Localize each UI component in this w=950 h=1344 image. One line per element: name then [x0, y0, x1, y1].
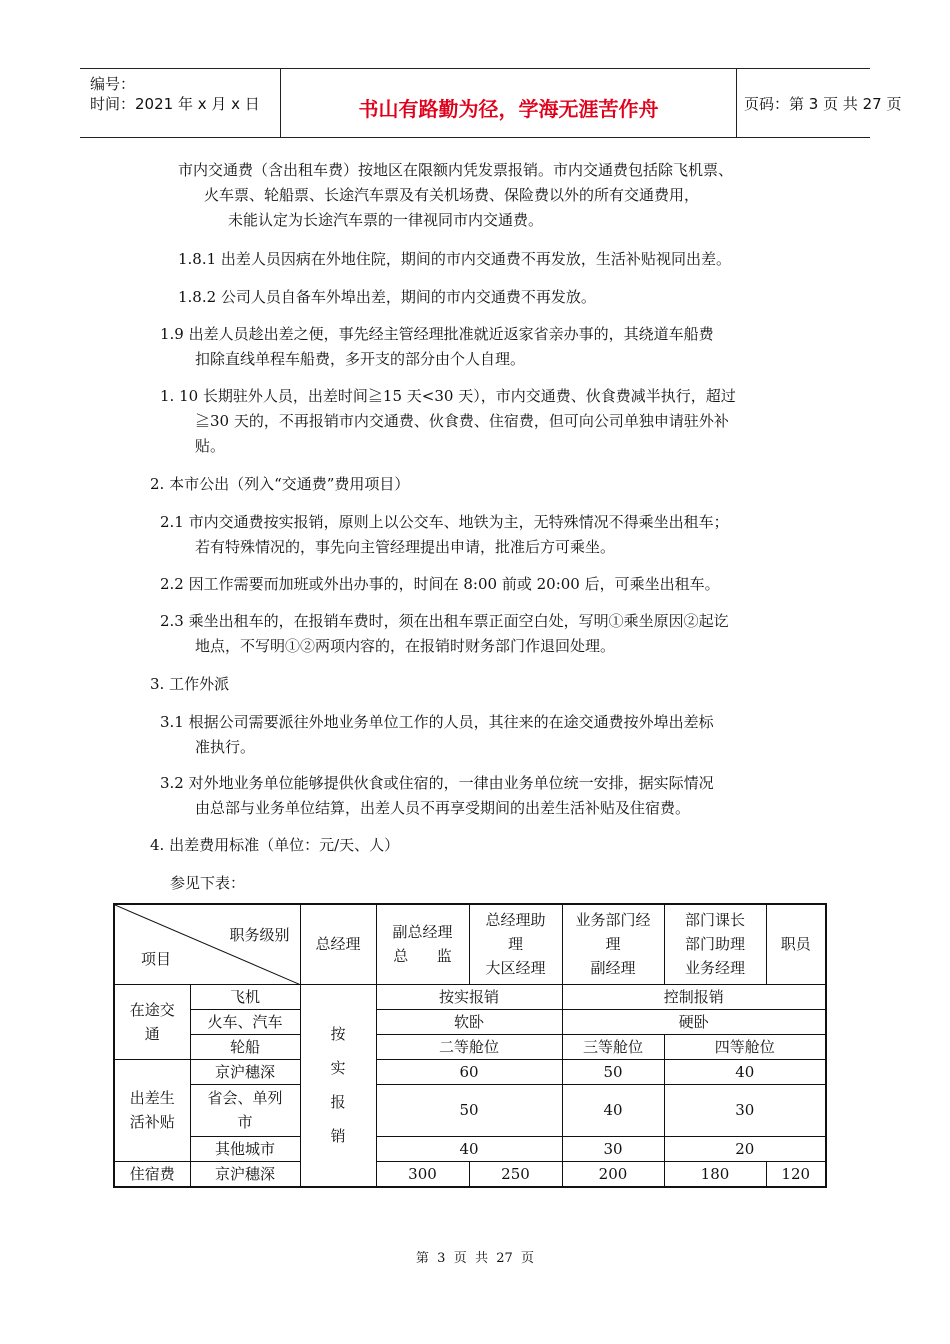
plane-actual: 按实报销: [376, 984, 562, 1009]
plane-controlled: 控制报销: [562, 984, 826, 1009]
header-section-chief-line-2: 部门助理: [684, 935, 745, 954]
header-assistant: [469, 904, 562, 984]
cell-value: 180: [664, 1161, 766, 1187]
gm-actual-char-3: 报: [330, 1093, 346, 1111]
travel-expense-table: [113, 903, 827, 1188]
ship-label: 轮船: [190, 1034, 300, 1059]
table-header-row: [114, 904, 826, 984]
transit-category: [114, 984, 190, 1059]
cell-value: 300: [376, 1161, 469, 1187]
table-row: [114, 1009, 826, 1034]
cell-value: 30: [664, 1084, 826, 1136]
table-row: [114, 1136, 826, 1161]
header-staff: 职员: [766, 904, 826, 984]
header-motto: 书山有路勤为径，学海无涯苦作舟: [358, 97, 659, 121]
cell-value: 50: [376, 1084, 562, 1136]
table-row: [114, 1084, 826, 1136]
gm-actual-cell: [300, 984, 376, 1187]
para-3-1-line-1: 3.1 根据公司需要派往外地业务单位工作的人员，其往来的在途交通费按外埠出差标: [160, 713, 714, 731]
header-section-chief-line-3: 业务经理: [684, 959, 745, 978]
ship-third: 三等舱位: [562, 1034, 664, 1059]
section-3-heading: 3. 工作外派: [150, 675, 230, 693]
ship-second: 二等舱位: [376, 1034, 562, 1059]
cell-value: 30: [562, 1136, 664, 1161]
cell-value: 120: [766, 1161, 826, 1187]
para-1-10-line-3: 贴。: [195, 437, 226, 455]
cell-value: 50: [562, 1059, 664, 1084]
para-3-1-line-2: 准执行。: [195, 738, 256, 756]
para-2-3-line-1: 2.3 乘坐出租车的，在报销车费时，须在出租车票正面空白处，写明①乘坐原因②起讫: [160, 612, 729, 630]
para-1-10-line-2: ≧30 天的，不再报销市内交通费、伙食费、住宿费，但可向公司单独申请驻外补: [195, 412, 729, 430]
table-row: [114, 1161, 826, 1187]
table-row: [114, 1034, 826, 1059]
corner-cell: [114, 904, 300, 984]
header-assistant-line-1: 总经理助: [485, 911, 546, 930]
allowance-category-line-1: 出差生: [129, 1089, 175, 1107]
gm-actual-char-1: 按: [330, 1025, 346, 1043]
para-2-1-line-2: 若有特殊情况的，事先向主管经理提出申请，批准后方可乘坐。: [195, 538, 616, 556]
header-section-chief: [664, 904, 766, 984]
lodging-city: 京沪穗深: [190, 1161, 300, 1187]
header-vgm: [376, 904, 469, 984]
section-2-heading: 2. 本市公出（列入“交通费”费用项目）: [150, 475, 410, 493]
cell-value: 250: [469, 1161, 562, 1187]
allowance-category-line-2: 活补贴: [129, 1113, 175, 1131]
city-tier-2-line-1: 省会、单列: [207, 1089, 283, 1107]
cell-value: 40: [562, 1084, 664, 1136]
page-header: [80, 68, 902, 138]
city-tier-3: 其他城市: [190, 1136, 300, 1161]
city-tier-1: 京沪穗深: [190, 1059, 300, 1084]
para-1-line-1: 市内交通费（含出租车费）按地区在限额内凭发票报销。市内交通费包括除飞机票、: [178, 161, 734, 179]
para-3-2-line-2: 由总部与业务单位结算，出差人员不再享受期间的出差生活补贴及住宿费。: [195, 799, 691, 817]
header-page-cell: [736, 69, 902, 137]
table-row: [114, 1059, 826, 1084]
city-tier-2: [190, 1084, 300, 1136]
train-hard: 硬卧: [562, 1009, 826, 1034]
header-assistant-line-2: 理: [507, 935, 523, 954]
lodging-category: 住宿费: [114, 1161, 190, 1187]
table-row: [114, 984, 826, 1009]
header-dept-manager-line-3: 副经理: [590, 959, 636, 978]
para-1-8-1: 1.8.1 出差人员因病在外地住院，期间的市内交通费不再发放，生活补贴视同出差。: [178, 250, 731, 268]
cell-value: 40: [376, 1136, 562, 1161]
doc-number-label: 编号：: [90, 75, 136, 93]
train-soft: 软卧: [376, 1009, 562, 1034]
para-1-9-line-1: 1.9 出差人员趁出差之便，事先经主管经理批准就近返家省亲办事的，其绕道车船费: [160, 325, 714, 343]
cell-value: 200: [562, 1161, 664, 1187]
para-1-8-2: 1.8.2 公司人员自备车外埠出差，期间的市内交通费不再发放。: [178, 288, 596, 306]
para-1-10-line-1: 1. 10 长期驻外人员，出差时间≧15 天<30 天），市内交通费、伙食费减半执行，超过: [160, 387, 736, 405]
header-dept-manager: [562, 904, 664, 984]
header-page-label: 页码：第 3 页 共 27 页: [744, 95, 902, 113]
cell-value: 60: [376, 1059, 562, 1084]
para-1-line-2: 火车票、轮船票、长途汽车票及有关机场费、保险费以外的所有交通费用，: [204, 186, 700, 204]
section-4-heading: 4. 出差费用标准（单位：元/天、人）: [150, 836, 400, 854]
header-vgm-line-1: 副总经理: [392, 923, 453, 942]
cell-value: 20: [664, 1136, 826, 1161]
doc-date-label: 时间：2021 年 x 月 x 日: [90, 95, 260, 113]
header-dept-manager-line-2: 理: [605, 935, 621, 954]
header-gm: 总经理: [300, 904, 376, 984]
para-2-3-line-2: 地点，不写明①②两项内容的，在报销时财务部门作退回处理。: [195, 637, 616, 655]
cell-value: 40: [664, 1059, 826, 1084]
gm-actual-char-2: 实: [330, 1059, 346, 1077]
header-dept-manager-line-1: 业务部门经: [575, 911, 651, 930]
para-2-2: 2.2 因工作需要而加班或外出办事的，时间在 8:00 前或 20:00 后，可乘坐出租车。: [160, 575, 720, 593]
train-label: 火车、汽车: [190, 1009, 300, 1034]
corner-bottom-label: 项目: [141, 950, 172, 968]
gm-actual-char-4: 销: [330, 1127, 346, 1145]
corner-top-label: 职务级别: [229, 926, 290, 944]
header-assistant-line-3: 大区经理: [485, 959, 546, 978]
table-reference: 参见下表：: [170, 874, 246, 892]
para-2-1-line-1: 2.1 市内交通费按实报销，原则上以公交车、地铁为主，无特殊情况不得乘坐出租车；: [160, 513, 729, 531]
header-vgm-line-2: 总 监: [393, 947, 452, 966]
plane-label: 飞机: [190, 984, 300, 1009]
header-meta: [80, 69, 280, 137]
para-3-2-line-1: 3.2 对外地业务单位能够提供伙食或住宿的，一律由业务单位统一安排，据实际情况: [160, 774, 714, 792]
ship-fourth: 四等舱位: [664, 1034, 826, 1059]
header-motto-cell: [280, 69, 737, 137]
header-section-chief-line-1: 部门课长: [684, 911, 745, 930]
city-tier-2-line-2: 市: [237, 1113, 253, 1131]
para-1-9-line-2: 扣除直线单程车船费，多开支的部分由个人自理。: [195, 350, 526, 368]
allowance-category: [114, 1059, 190, 1161]
transit-category-line-2: 通: [144, 1024, 160, 1043]
para-1-line-3: 未能认定为长途汽车票的一律视同市内交通费。: [228, 211, 544, 229]
transit-category-line-1: 在途交: [129, 1000, 175, 1019]
page-footer: 第 3 页 共 27 页: [415, 1251, 535, 1266]
